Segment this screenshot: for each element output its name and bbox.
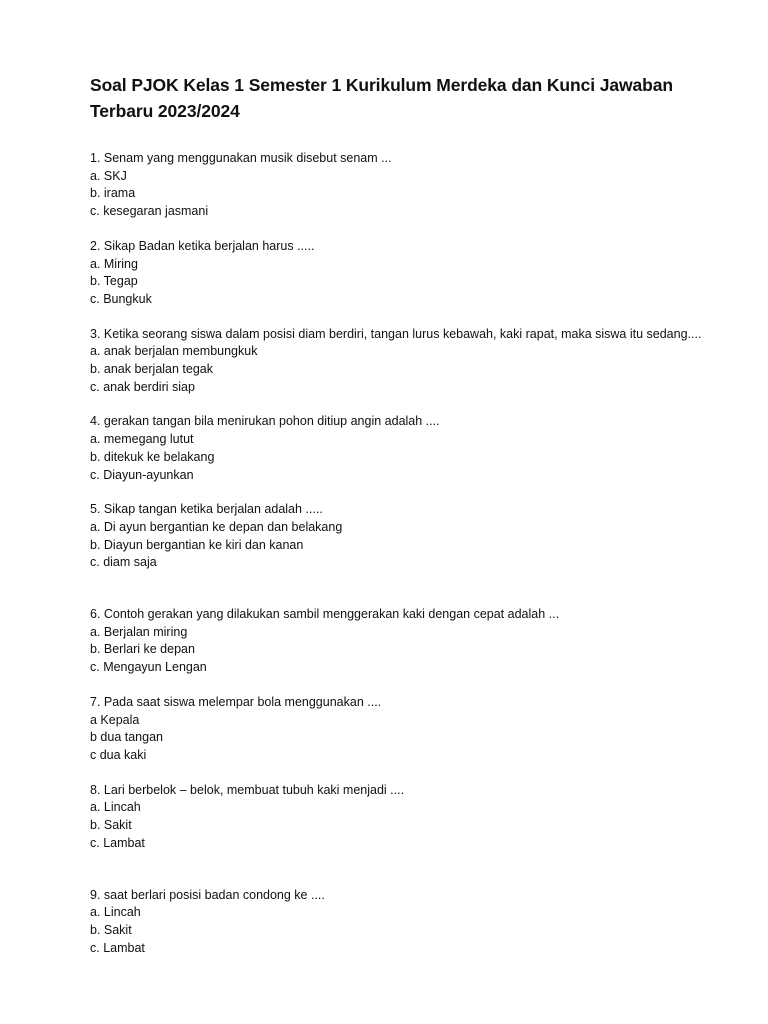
- option-b: b. Tegap: [90, 274, 138, 289]
- spacer: [90, 853, 710, 887]
- option-c: c. Lambat: [90, 835, 145, 850]
- question-text: 8. Lari berbelok – belok, membuat tubuh kaki menjadi ....: [90, 782, 405, 797]
- question-9: [90, 887, 710, 958]
- question-5: [90, 501, 710, 572]
- question-1: [90, 150, 710, 221]
- spacer: [90, 765, 710, 782]
- option-a: a Kepala: [90, 712, 140, 727]
- spacer: [90, 677, 710, 694]
- option-b: b. ditekuk ke belakang: [90, 449, 215, 464]
- option-a: a. anak berjalan membungkuk: [90, 344, 258, 359]
- question-text: 5. Sikap tangan ketika berjalan adalah .....: [90, 502, 323, 517]
- option-b: b. Diayun bergantian ke kiri dan kanan: [90, 537, 304, 552]
- option-c: c. Mengayun Lengan: [90, 660, 207, 675]
- spacer: [90, 396, 710, 413]
- option-a: a. Berjalan miring: [90, 624, 188, 639]
- question-4: [90, 413, 710, 484]
- option-b: b. irama: [90, 186, 136, 201]
- option-a: a. Lincah: [90, 905, 141, 920]
- option-a: a. SKJ: [90, 168, 127, 183]
- question-text: 7. Pada saat siswa melempar bola menggunakan ....: [90, 694, 382, 709]
- option-b: b. Sakit: [90, 922, 132, 937]
- question-text: 4. gerakan tangan bila menirukan pohon ditiup angin adalah ....: [90, 414, 440, 429]
- option-a: a. Di ayun bergantian ke depan dan belakang: [90, 519, 343, 534]
- option-c: c. Bungkuk: [90, 291, 152, 306]
- question-2: [90, 238, 710, 309]
- question-text: 3. Ketika seorang siswa dalam posisi diam berdiri, tangan lurus kebawah, kaki rapat, maka siswa itu sedang....: [90, 326, 702, 341]
- option-c: c. diam saja: [90, 555, 157, 570]
- question-8: [90, 782, 710, 853]
- question-3: [90, 326, 710, 397]
- spacer: [90, 484, 710, 501]
- option-c: c. Lambat: [90, 940, 145, 955]
- document-title: Soal PJOK Kelas 1 Semester 1 Kurikulum Merdeka dan Kunci Jawaban Terbaru 2023/2024: [90, 75, 673, 121]
- question-text: 2. Sikap Badan ketika berjalan harus .....: [90, 238, 315, 253]
- option-b: b. Berlari ke depan: [90, 642, 195, 657]
- option-c: c dua kaki: [90, 747, 147, 762]
- option-b: b. Sakit: [90, 818, 132, 833]
- option-a: a. Miring: [90, 256, 138, 271]
- document-page: [90, 72, 710, 957]
- question-7: [90, 694, 710, 765]
- option-b: b dua tangan: [90, 730, 163, 745]
- option-b: b. anak berjalan tegak: [90, 362, 214, 377]
- question-6: [90, 606, 710, 677]
- question-text: 6. Contoh gerakan yang dilakukan sambil menggerakan kaki dengan cepat adalah ...: [90, 607, 560, 622]
- option-c: c. Diayun-ayunkan: [90, 467, 194, 482]
- option-a: a. memegang lutut: [90, 432, 194, 447]
- question-text: 9. saat berlari posisi badan condong ke ....: [90, 887, 325, 902]
- spacer: [90, 572, 710, 606]
- option-a: a. Lincah: [90, 800, 141, 815]
- option-c: c. kesegaran jasmani: [90, 204, 209, 219]
- option-c: c. anak berdiri siap: [90, 379, 195, 394]
- spacer: [90, 309, 710, 326]
- spacer: [90, 221, 710, 238]
- question-text: 1. Senam yang menggunakan musik disebut senam ...: [90, 151, 392, 165]
